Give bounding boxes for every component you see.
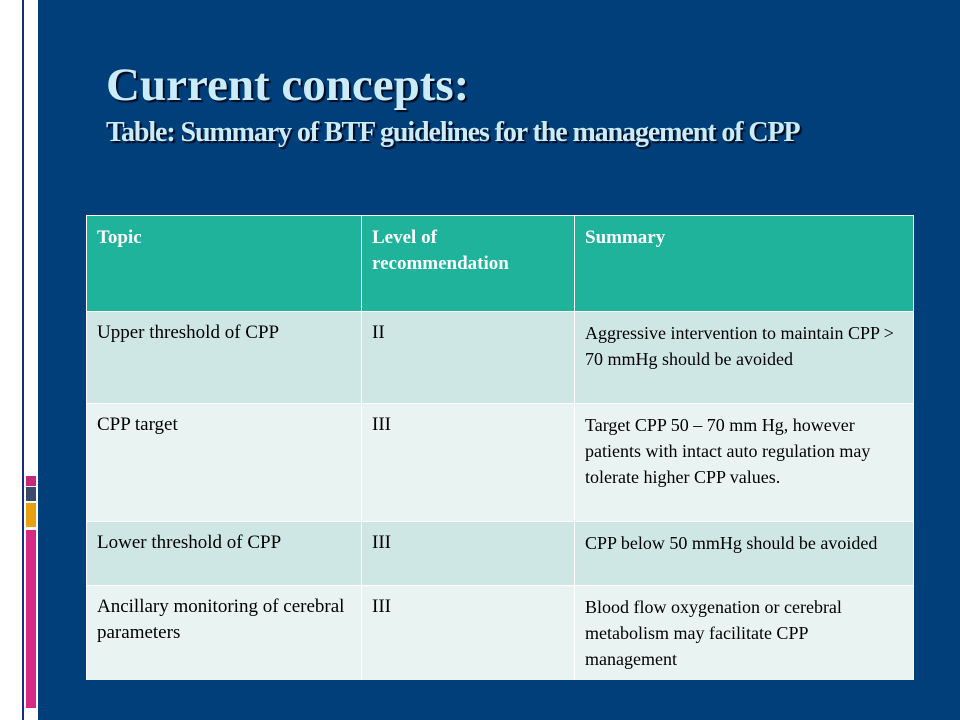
cell-level: II <box>362 312 575 404</box>
cell-level: III <box>362 586 575 681</box>
cell-topic: Lower threshold of CPP <box>87 522 362 586</box>
table-header-row <box>87 216 914 312</box>
header-summary: Summary <box>575 216 914 312</box>
cell-topic: CPP target <box>87 404 362 522</box>
table-row <box>87 586 914 681</box>
cell-summary: Aggressive intervention to maintain CPP > 70 mmHg should be avoided <box>575 312 914 404</box>
accent-bar-pink <box>26 530 36 708</box>
slide-title: Current concepts: <box>106 59 470 111</box>
guidelines-table <box>86 215 914 680</box>
left-decorative-line <box>22 0 24 720</box>
cell-summary: Target CPP 50 – 70 mm Hg, however patients with intact auto regulation may tolerate higher CPP values. <box>575 404 914 522</box>
accent-block-magenta <box>26 476 36 486</box>
header-topic: Topic <box>87 216 362 312</box>
cell-level: III <box>362 522 575 586</box>
table-row <box>87 312 914 404</box>
cell-topic: Ancillary monitoring of cerebral parameters <box>87 586 362 681</box>
header-level: Level of recommendation <box>362 216 575 312</box>
table-row <box>87 522 914 586</box>
cell-summary: CPP below 50 mmHg should be avoided <box>575 522 914 586</box>
slide-subtitle: Table: Summary of BTF guidelines for the management of CPP <box>106 117 800 148</box>
table-row <box>87 404 914 522</box>
cell-summary: Blood flow oxygenation or cerebral metabolism may facilitate CPP management <box>575 586 914 681</box>
cell-level: III <box>362 404 575 522</box>
accent-block-slate <box>26 487 36 501</box>
accent-block-orange <box>26 503 36 527</box>
cell-topic: Upper threshold of CPP <box>87 312 362 404</box>
